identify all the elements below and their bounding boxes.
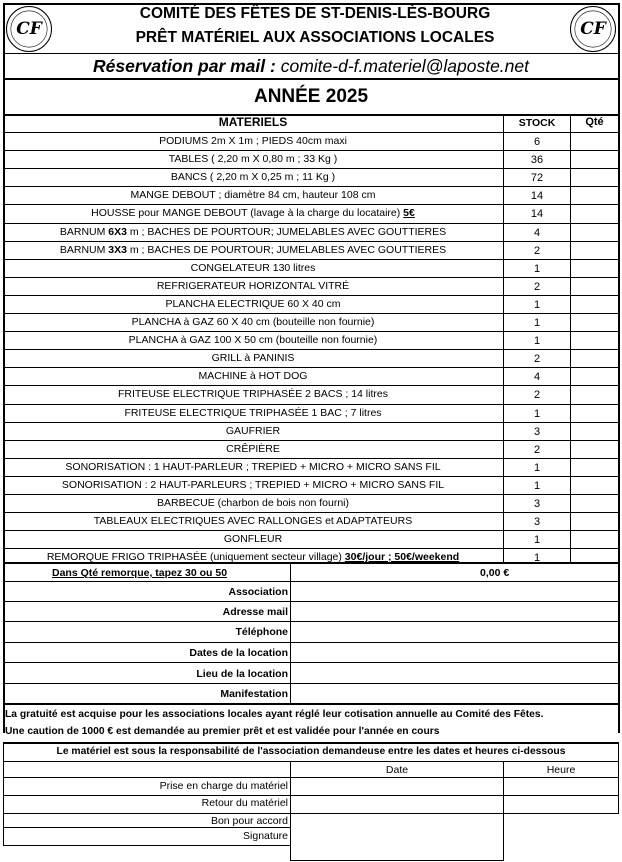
input-lieu-location[interactable] (290, 663, 618, 684)
row-divider (3, 277, 619, 278)
stock-value: 3 (533, 516, 541, 528)
reservation-label: Réservation par mail : (92, 56, 276, 76)
materiel-label-text: PLANCHA ELECTRIQUE 60 X 40 cm (165, 298, 341, 310)
materiel-label (4, 497, 502, 509)
qte-input[interactable] (571, 296, 618, 313)
materiel-label-text: GRILL à PANINIS (211, 352, 295, 364)
input-manifestation[interactable] (290, 684, 618, 704)
label-signature: Signature (243, 830, 288, 842)
title-line-1: COMITÉ DES FÊTES DE ST-DENIS-LÈS-BOURG (139, 5, 491, 22)
qte-input[interactable] (571, 350, 618, 367)
rule (3, 742, 619, 744)
qte-input[interactable] (571, 133, 618, 150)
year-title: ANNÉE 2025 (253, 86, 369, 107)
qte-input[interactable] (571, 187, 618, 204)
row-divider (3, 548, 619, 549)
row-divider (3, 512, 619, 513)
stock-value: 1 (533, 534, 541, 546)
materiel-label (4, 189, 502, 201)
reservation-email[interactable]: comite-d-f.materiel@laposte.net (280, 56, 529, 76)
input-prise-date[interactable] (291, 778, 503, 795)
materiel-label (4, 370, 502, 382)
stock-value: 1 (533, 462, 541, 474)
label-telephone: Téléphone (235, 626, 288, 638)
qte-input[interactable] (571, 459, 618, 476)
row-divider (3, 367, 619, 368)
input-dates-location[interactable] (290, 642, 618, 663)
rule (503, 761, 504, 861)
row-divider (3, 331, 619, 332)
stock-value: 3 (533, 498, 541, 510)
materiel-label-text: SONORISATION : 2 HAUT-PARLEURS ; TREPIED + MICRO + MICRO SANS FIL (61, 479, 445, 491)
materiel-label (4, 153, 502, 165)
row-divider (3, 404, 619, 405)
stock-value: 1 (533, 552, 541, 564)
logo-right (570, 6, 616, 52)
materiel-label (4, 135, 502, 147)
row-divider (3, 476, 619, 477)
materiel-label-text: REFRIGERATEUR HORIZONTAL VITRÉ (156, 280, 350, 292)
qte-input[interactable] (571, 314, 618, 331)
row-divider (3, 458, 619, 459)
stock-value: 14 (530, 208, 544, 220)
note-caution: Une caution de 1000 € est demandée au premier prêt et est validée pour l'année en cours (5, 726, 440, 737)
materiel-label-size: 6X3 (108, 226, 127, 238)
input-association[interactable] (290, 582, 618, 602)
row-divider (3, 385, 619, 386)
materiel-label-text: SONORISATION : 1 HAUT-PARLEUR ; TREPIED + MICRO + MICRO SANS FIL (65, 461, 441, 473)
materiel-label (4, 479, 502, 491)
materiel-label (4, 407, 502, 419)
stock-value: 1 (533, 317, 541, 329)
materiel-label-text: GAUFRIER (225, 425, 281, 437)
materiel-label-text: MANGE DEBOUT ; diamètre 84 cm, hauteur 108 cm (130, 189, 376, 201)
reservation-line (4, 56, 618, 77)
label-retour: Retour du matériel (201, 797, 288, 809)
qte-input[interactable] (571, 332, 618, 349)
row-divider (3, 259, 619, 260)
note-responsabilite: Le matériel est sous la responsabilité de l'association demandeuse entre les dates et heures ci-dessous (56, 746, 566, 757)
materiel-label (4, 425, 502, 437)
rule (3, 53, 619, 54)
materiel-label-text: CONGELATEUR 130 litres (190, 262, 316, 274)
materiel-label-text: REMORQUE FRIGO TRIPHASÉE (uniquement secteur village) (46, 551, 342, 563)
border-right (618, 3, 620, 733)
qte-input[interactable] (571, 260, 618, 277)
materiel-label (4, 207, 502, 219)
qte-input[interactable] (571, 386, 618, 403)
qte-input[interactable] (571, 513, 618, 530)
label-dates-location: Dates de la location (189, 647, 288, 659)
qte-input[interactable] (571, 242, 618, 259)
label-lieu-location: Lieu de la location (196, 668, 288, 680)
stock-value: 2 (533, 281, 541, 293)
materiel-label-text: FRITEUSE ELECTRIQUE TRIPHASÉE 2 BACS ; 14 litres (118, 388, 388, 400)
qte-input[interactable] (571, 477, 618, 494)
stock-value: 2 (533, 389, 541, 401)
rule (503, 114, 504, 563)
materiel-label-text: GONFLEUR (223, 533, 283, 545)
row-divider (3, 204, 619, 205)
stock-value: 6 (533, 136, 541, 148)
col-header-date: Date (385, 764, 409, 776)
label-association: Association (228, 586, 288, 598)
materiel-label-text: CRÊPIÈRE (226, 443, 280, 455)
rule (570, 114, 571, 563)
materiel-label-pre: BARNUM (59, 244, 109, 256)
rule (3, 845, 291, 846)
input-retour-heure[interactable] (504, 796, 618, 813)
stock-value: 1 (533, 335, 541, 347)
col-header-materiels: MATERIELS (218, 115, 288, 129)
row-divider (3, 494, 619, 495)
materiel-label-text: PODIUMS 2m X 1m ; PIEDS 40cm maxi (159, 135, 347, 147)
col-header-qte: Qté (585, 116, 604, 128)
stock-value: 2 (533, 245, 541, 257)
stock-value: 2 (533, 444, 541, 456)
qte-input[interactable] (571, 151, 618, 168)
materiel-label-text: BANCS ( 2,20 m X 0,25 m ; 11 Kg ) (170, 171, 336, 183)
stock-value: 4 (533, 371, 541, 383)
logo-cf-left: CF (16, 19, 42, 39)
row-divider (3, 132, 619, 133)
stock-value: 1 (533, 480, 541, 492)
border-left (3, 3, 5, 733)
rule (3, 761, 619, 762)
qte-input[interactable] (571, 368, 618, 385)
materiel-label-text: MACHINE à HOT DOG (198, 370, 308, 382)
materiel-label-text: PLANCHA à GAZ 100 X 50 cm (bouteille non fournie) (128, 334, 378, 346)
rule (3, 683, 619, 684)
stock-value: 3 (533, 426, 541, 438)
rule (618, 742, 619, 814)
qte-input[interactable] (571, 441, 618, 458)
rule (3, 621, 619, 622)
materiel-label (4, 171, 502, 183)
materiel-label-text: TABLEAUX ELECTRIQUES AVEC RALLONGES et ADAPTATEURS (93, 515, 413, 527)
stock-value: 1 (533, 263, 541, 275)
materiel-label-text: FRITEUSE ELECTRIQUE TRIPHASÉE 1 BAC ; 7 litres (124, 407, 382, 419)
qte-input[interactable] (571, 205, 618, 222)
label-bon-pour-accord: Bon pour accord (210, 815, 288, 827)
input-prise-heure[interactable] (504, 778, 618, 795)
input-adresse-mail[interactable] (290, 602, 618, 622)
materiel-label (4, 533, 502, 545)
materiel-label (4, 280, 502, 292)
col-header-stock: STOCK (518, 117, 556, 129)
title-line-2: PRÊT MATÉRIEL AUX ASSOCIATIONS LOCALES (135, 29, 495, 46)
input-retour-date[interactable] (291, 796, 503, 813)
materiel-label-post: m ; BACHES DE POURTOUR; JUMELABLES AVEC GOUTTIERES (126, 226, 447, 238)
row-divider (3, 530, 619, 531)
materiel-label-text: PLANCHA à GAZ 60 X 40 cm (bouteille non fournie) (131, 316, 375, 328)
materiel-label (4, 334, 502, 346)
logo-left (6, 6, 52, 52)
materiel-price: 5€ (403, 207, 415, 219)
row-divider (3, 440, 619, 441)
materiel-price: 30€/jour ; 50€/weekend (344, 551, 460, 563)
stock-value: 72 (530, 172, 544, 184)
materiel-label (4, 515, 502, 527)
row-divider (3, 313, 619, 314)
signature-box[interactable] (291, 814, 503, 860)
qte-input[interactable] (571, 169, 618, 186)
row-divider (3, 422, 619, 423)
qte-input[interactable] (571, 423, 618, 440)
materiel-label (4, 461, 502, 473)
rule (3, 827, 291, 828)
remorque-amount: 0,00 € (480, 567, 510, 579)
qte-input[interactable] (571, 531, 618, 548)
materiel-label (4, 262, 502, 274)
remorque-instruction: Dans Qté remorque, tapez 30 ou 50 (52, 567, 228, 579)
stock-value: 4 (533, 227, 541, 239)
rule (3, 662, 619, 663)
stock-value: 2 (533, 353, 541, 365)
qte-input[interactable] (571, 224, 618, 241)
rule (3, 703, 619, 705)
label-prise-en-charge: Prise en charge du matériel (159, 780, 288, 792)
col-header-heure: Heure (546, 764, 576, 776)
row-divider (3, 150, 619, 151)
stock-value: 1 (533, 299, 541, 311)
materiel-label (4, 316, 502, 328)
rule (3, 601, 619, 602)
row-divider (3, 241, 619, 242)
rule (3, 642, 619, 643)
materiel-label-text: TABLES ( 2,20 m X 0,80 m ; 33 Kg ) (168, 153, 338, 165)
note-gratuite: La gratuité est acquise pour les associations locales ayant réglé leur cotisation annuelle au Comité des Fêtes. (5, 709, 544, 720)
materiel-label-text: HOUSSE pour MANGE DEBOUT (lavage à la charge du locataire) (91, 207, 401, 219)
materiel-label-size: 3X3 (108, 244, 127, 256)
stock-value: 36 (530, 154, 544, 166)
border-top (3, 3, 619, 5)
stock-value: 1 (533, 408, 541, 420)
rule (3, 813, 4, 846)
row-divider (3, 168, 619, 169)
materiel-label (4, 226, 502, 238)
materiel-label (4, 244, 502, 256)
materiel-label (4, 298, 502, 310)
rule (3, 78, 619, 80)
label-manifestation: Manifestation (220, 688, 288, 700)
row-divider (3, 295, 619, 296)
qte-input[interactable] (571, 495, 618, 512)
logo-cf-right: CF (580, 19, 606, 39)
materiel-label (4, 388, 502, 400)
rule (290, 860, 504, 861)
qte-input[interactable] (571, 405, 618, 422)
qte-input[interactable] (571, 278, 618, 295)
materiel-label-pre: BARNUM (59, 226, 109, 238)
row-divider (3, 349, 619, 350)
materiel-label-text: BARBECUE (charbon de bois non fourni) (156, 497, 349, 509)
row-divider (3, 186, 619, 187)
row-divider (3, 223, 619, 224)
stock-value: 14 (530, 190, 544, 202)
materiel-label-post: m ; BACHES DE POURTOUR; JUMELABLES AVEC GOUTTIERES (126, 244, 447, 256)
label-adresse-mail: Adresse mail (222, 606, 288, 618)
materiel-label (4, 352, 502, 364)
materiel-label (4, 443, 502, 455)
input-telephone[interactable] (290, 622, 618, 642)
rule (3, 562, 619, 564)
